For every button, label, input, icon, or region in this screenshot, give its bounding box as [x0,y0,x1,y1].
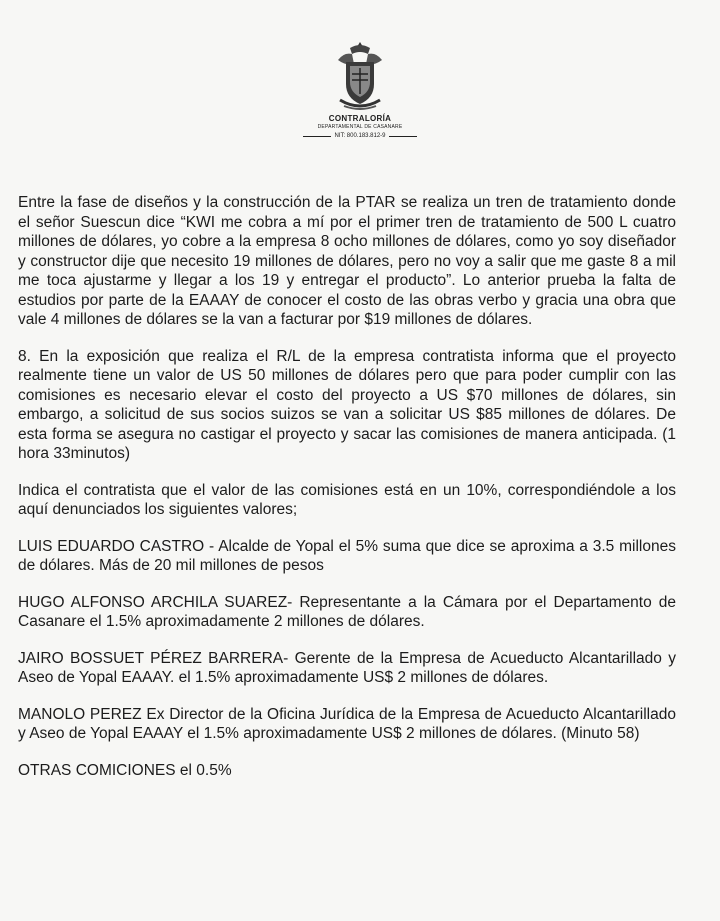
document-body [18,193,676,780]
divider-line-left [303,136,331,137]
org-name: CONTRALORÍA [328,114,392,123]
nit-row [270,133,450,139]
paragraph-ptar-design: Entre la fase de diseños y la construcción de la PTAR se realiza un tren de tratamiento donde el señor Suescun dice “KWI me cobra a mí por el primer tren de tratamiento de 500 L cuatro millones de dólares, yo cobre a la empresa 8 ocho millones de dólares, como yo soy diseñador y constructor dije que necesito 19 millones de dólares, pero no voy a salir que me gaste 8 a mil me toca ajustarme y llegar a los 19 y entregar el producto”. Lo anterior prueba la falta de estudios por parte de la EAAAY de conocer el costo de las obras verbo y gracia una obra que vale 4 millones de dólares se la van a facturar por $19 millones de dólares. [18,194,676,328]
nit-number: NIT: 800.183.812-9 [334,133,386,139]
paragraph-manolo-perez: MANOLO PEREZ Ex Director de la Oficina Jurídica de la Empresa de Acueducto Alcantarillado y Aseo de Yopal EAAAY el 1.5% aproximadamente US$ 2 millones de dólares. (Minuto 58) [18,705,676,742]
coat-of-arms-seal [332,40,388,112]
org-department: DEPARTAMENTAL DE CASANARE [317,124,403,130]
paragraph-item-8: 8. En la exposición que realiza el R/L de la empresa contratista informa que el proyecto realmente tiene un valor de US 50 millones de dólares pero que para poder cumplir con las comisiones es necesario elevar el costo del proyecto a US $70 millones de dólares, sin embargo, a solicitud de sus socios suizos se van a solicitar US $85 millones de dólares. De esta forma se asegura no castigar el proyecto y sacar las comisiones de manera anticipada. (1 hora 33minutos) [18,347,676,462]
paragraph-jairo-perez: JAIRO BOSSUET PÉREZ BARRERA- Gerente de la Empresa de Acueducto Alcantarillado y Aseo de Yopal EAAAY. el 1.5% aproximadamente US$ 2 millones de dólares. [18,649,676,686]
paragraph-hugo-archila: HUGO ALFONSO ARCHILA SUAREZ- Representante a la Cámara por el Departamento de Casanare el 1.5% aproximadamente 2 millones de dólares. [18,593,676,630]
paragraph-otras-comiciones: OTRAS COMICIONES el 0.5% [18,761,232,779]
paragraph-luis-eduardo-castro: LUIS EDUARDO CASTRO - Alcalde de Yopal el 5% suma que dice se aproxima a 3.5 millones de dólares. Más de 20 mil millones de pesos [18,537,676,574]
paragraph-commissions: Indica el contratista que el valor de las comisiones está en un 10%, correspondiéndole a los aquí denunciados los siguientes valores; [18,481,676,518]
letterhead [270,40,450,139]
divider-line-right [389,136,417,137]
